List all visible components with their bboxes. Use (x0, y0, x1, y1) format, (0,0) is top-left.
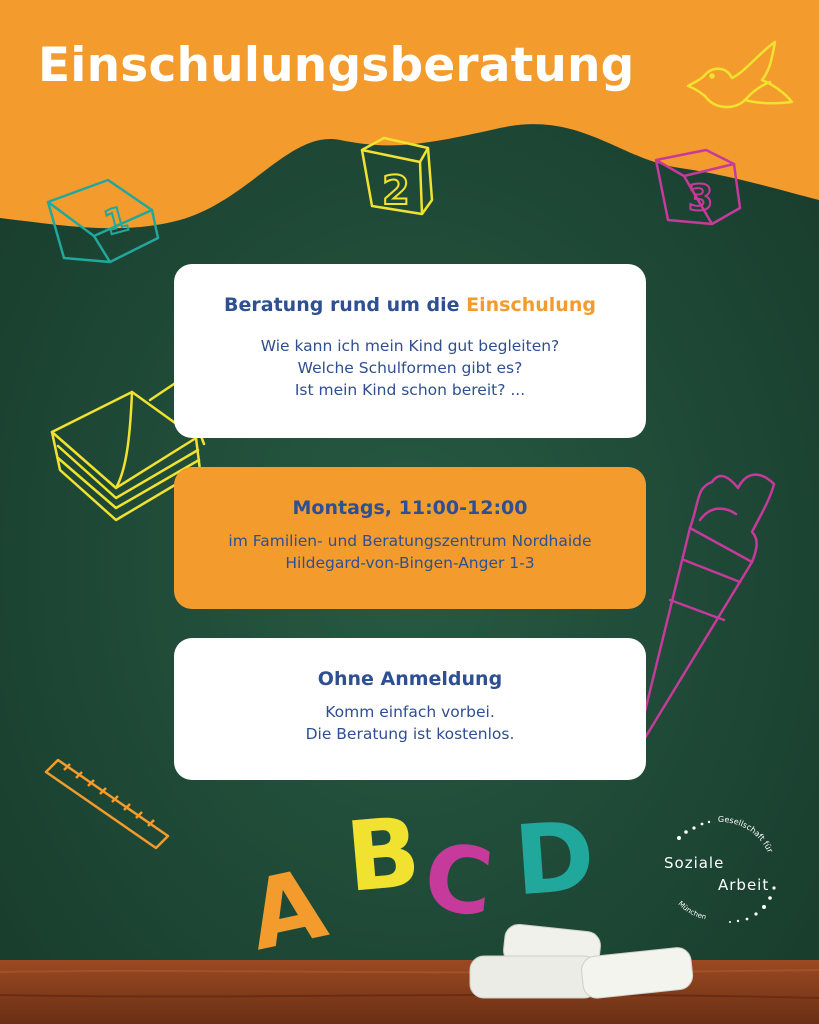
card-line: Hildegard-von-Bingen-Anger 1-3 (285, 554, 535, 572)
logo-word-2: Arbeit (718, 876, 770, 894)
svg-text:Gesellschaft für (718, 815, 775, 855)
block-3-digit: 3 (688, 178, 714, 219)
card-heading: Ohne Anmeldung (317, 668, 503, 690)
wooden-ledge (0, 960, 819, 1024)
card-line: Die Beratung ist kostenlos. (305, 725, 515, 743)
letter-d: D (510, 800, 599, 918)
info-card-no-registration (174, 638, 646, 780)
card-line: Komm einfach vorbei. (325, 703, 495, 721)
heading-accent: Einschulung (466, 294, 596, 316)
card-line: im Familien- und Beratungszentrum Nordhaide (228, 532, 592, 550)
info-card-topics (174, 264, 646, 438)
block-2-digit: 2 (382, 168, 410, 214)
card-heading (174, 264, 646, 316)
page-title: Einschulungsberatung (38, 38, 635, 93)
card-text (174, 316, 646, 401)
block-1-digit: 1 (99, 199, 134, 244)
letter-c: C (419, 823, 498, 938)
letter-b: B (341, 795, 425, 914)
card-heading: Montags, 11:00-12:00 (292, 497, 528, 519)
letter-a: A (239, 847, 336, 973)
logo-arc-top: Gesellschaft für (717, 814, 775, 855)
info-card-schedule (174, 467, 646, 609)
logo-word-1: Soziale (664, 854, 725, 872)
card-text (174, 690, 646, 745)
organization-logo (648, 808, 788, 928)
card-text (174, 519, 646, 574)
card-line: Wie kann ich mein Kind gut begleiten? (260, 337, 560, 355)
svg-text:München (677, 900, 707, 922)
card-line: Ist mein Kind schon bereit? ... (294, 381, 526, 399)
logo-arc-bottom: München (676, 899, 708, 922)
heading-plain: Beratung rund um die (224, 294, 467, 316)
card-line: Welche Schulformen gibt es? (297, 359, 523, 377)
